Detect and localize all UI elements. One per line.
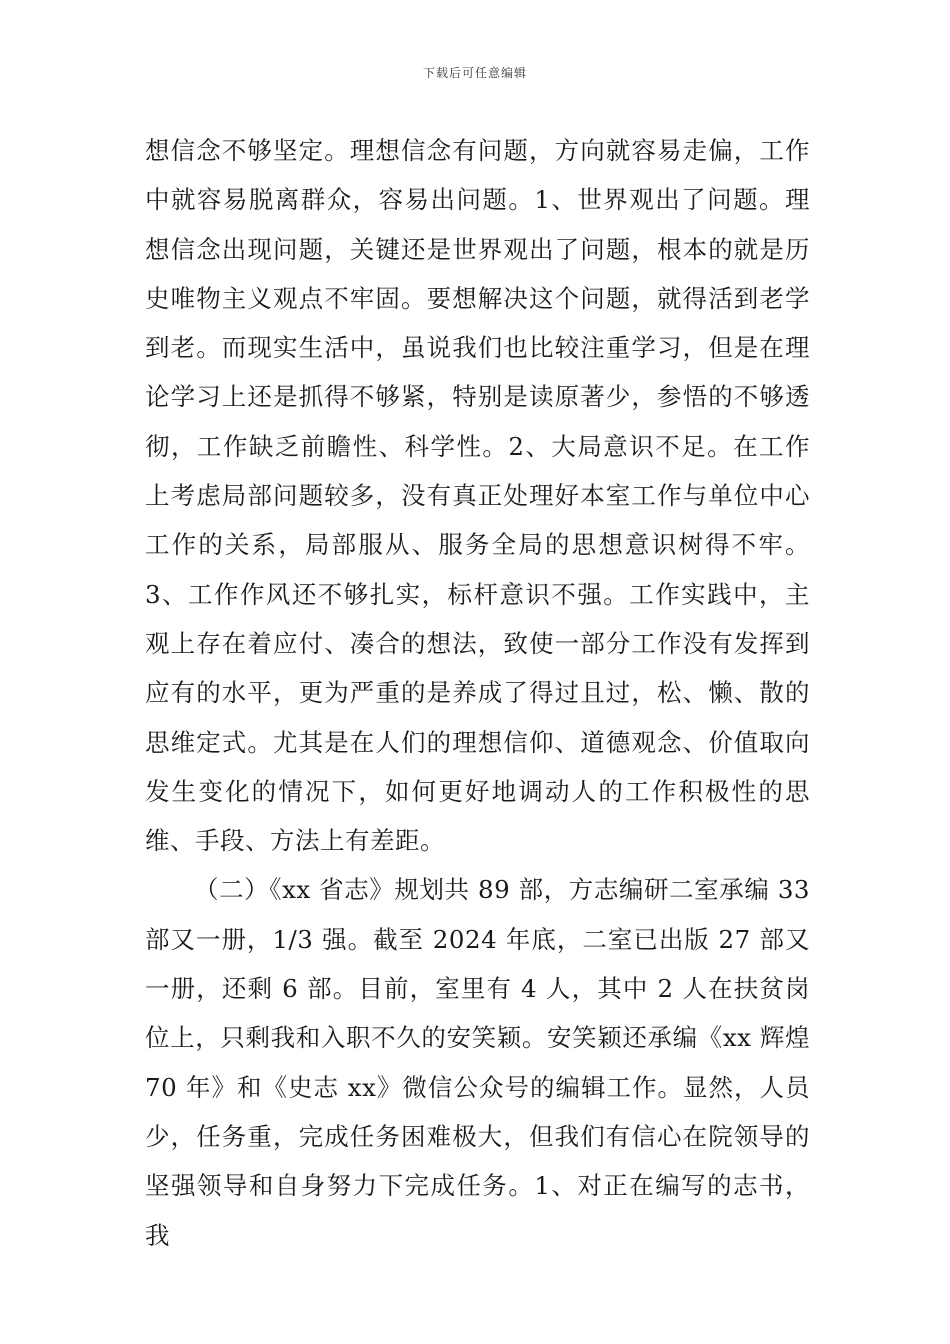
page-header: 下载后可任意编辑 [422,66,527,80]
document-body [145,126,810,1260]
paragraph-1: 想信念不够坚定。理想信念有问题，方向就容易走偏，工作中就容易脱离群众，容易出问题。1、世界观出了问题。理想信念出现问题，关键还是世界观出了问题，根本的就是历史唯物主义观点不牢固。要想解决这个问题，就得活到老学到老。而现实生活中，虽说我们也比较注重学习，但是在理论学习上还是抓得不够紧，特别是读原著少，参悟的不够透彻，工作缺乏前瞻性、科学性。2、大局意识不足。在工作上考虑局部问题较多，没有真正处理好本室工作与单位中心工作的关系，局部服从、服务全局的思想意识树得不牢。3、工作作风还不够扎实，标杆意识不强。工作实践中，主观上存在着应付、凑合的想法，致使一部分工作没有发挥到应有的水平，更为严重的是养成了得过且过，松、懒、散的思维定式。尤其是在人们的理想信仰、道德观念、价值取向发生变化的情况下，如何更好地调动人的工作积极性的思维、手段、方法上有差距。 [145,136,810,856]
paragraph-2: （二）《xx 省志》规划共 89 部，方志编研二室承编 33 部又一册，1/3 强。截至 2024 年底，二室已出版 27 部又一册，还剩 6 部。目前，室里有 4 人，其中 2 人在扶贫岗位上，只剩我和入职不久的安笑颖。安笑颖还承编《xx 辉煌 70 年》和《史志 xx》微信公众号的编辑工作。显然，人员少，任务重，完成任务困难极大，但我们有信心在院领导的坚强领导和自身努力下完成任务。1、对正在编写的志书，我 [145,875,810,1250]
